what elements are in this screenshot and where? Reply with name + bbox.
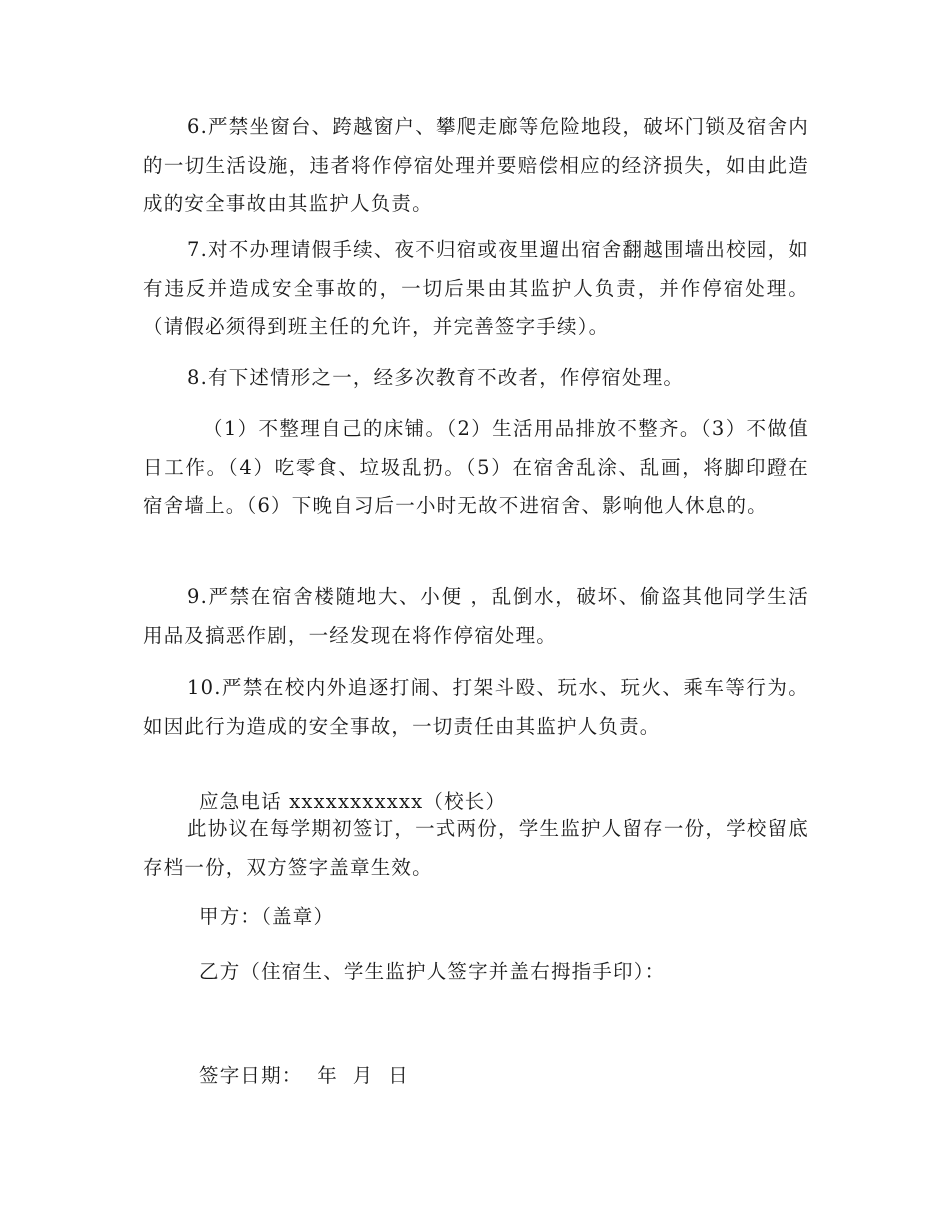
rule-6-paragraph: 6.严禁坐窗台、跨越窗户、攀爬走廊等危险地段，破坏门锁及宿舍内的一切生活设施，违者将作停宿处理并要赔偿相应的经济损失，如由此造成的安全事故由其监护人负责。 [143, 115, 809, 215]
rule-8-paragraph: 8.有下述情形之一，经多次教育不改者，作停宿处理。 [187, 366, 685, 389]
party-b-line: 乙方（住宿生、学生监护人签字并盖右拇指手印）： [199, 960, 666, 983]
rule-10-paragraph: 10.严禁在校内外追逐打闹、打架斗殴、玩水、玩火、乘车等行为。如因此行为造成的安全事故，一切责任由其监护人负责。 [143, 676, 809, 738]
emergency-phone-line: 应急电话 xxxxxxxxxxx（校长） [199, 790, 507, 813]
rule-8-items-paragraph: （1）不整理自己的床铺。（2）生活用品排放不整齐。（3）不做值日工作。（4）吃零食、垃圾乱扔。（5）在宿舍乱涂、乱画，将脚印蹬在宿舍墙上。（6）下晚自习后一小时无故不进宿舍、影响他人休息的。 [143, 417, 809, 517]
rule-7-paragraph: 7.对不办理请假手续、夜不归宿或夜里遛出宿舍翻越围墙出校园，如有违反并造成安全事故的，一切后果由其监护人负责，并作停宿处理。（请假必须得到班主任的允许，并完善签字手续）。 [143, 238, 809, 338]
rule-9-paragraph: 9.严禁在宿舍楼随地大、小便 ，乱倒水，破坏、偷盗其他同学生活用品及搞恶作剧，一经发现在将作停宿处理。 [143, 585, 809, 647]
party-a-line: 甲方：（盖章） [199, 905, 335, 928]
agreement-paragraph: 此协议在每学期初签订，一式两份，学生监护人留存一份，学校留底存档一份，双方签字盖章生效。 [143, 817, 809, 879]
sign-date-line: 签字日期： 年 月 日 [199, 1064, 409, 1087]
